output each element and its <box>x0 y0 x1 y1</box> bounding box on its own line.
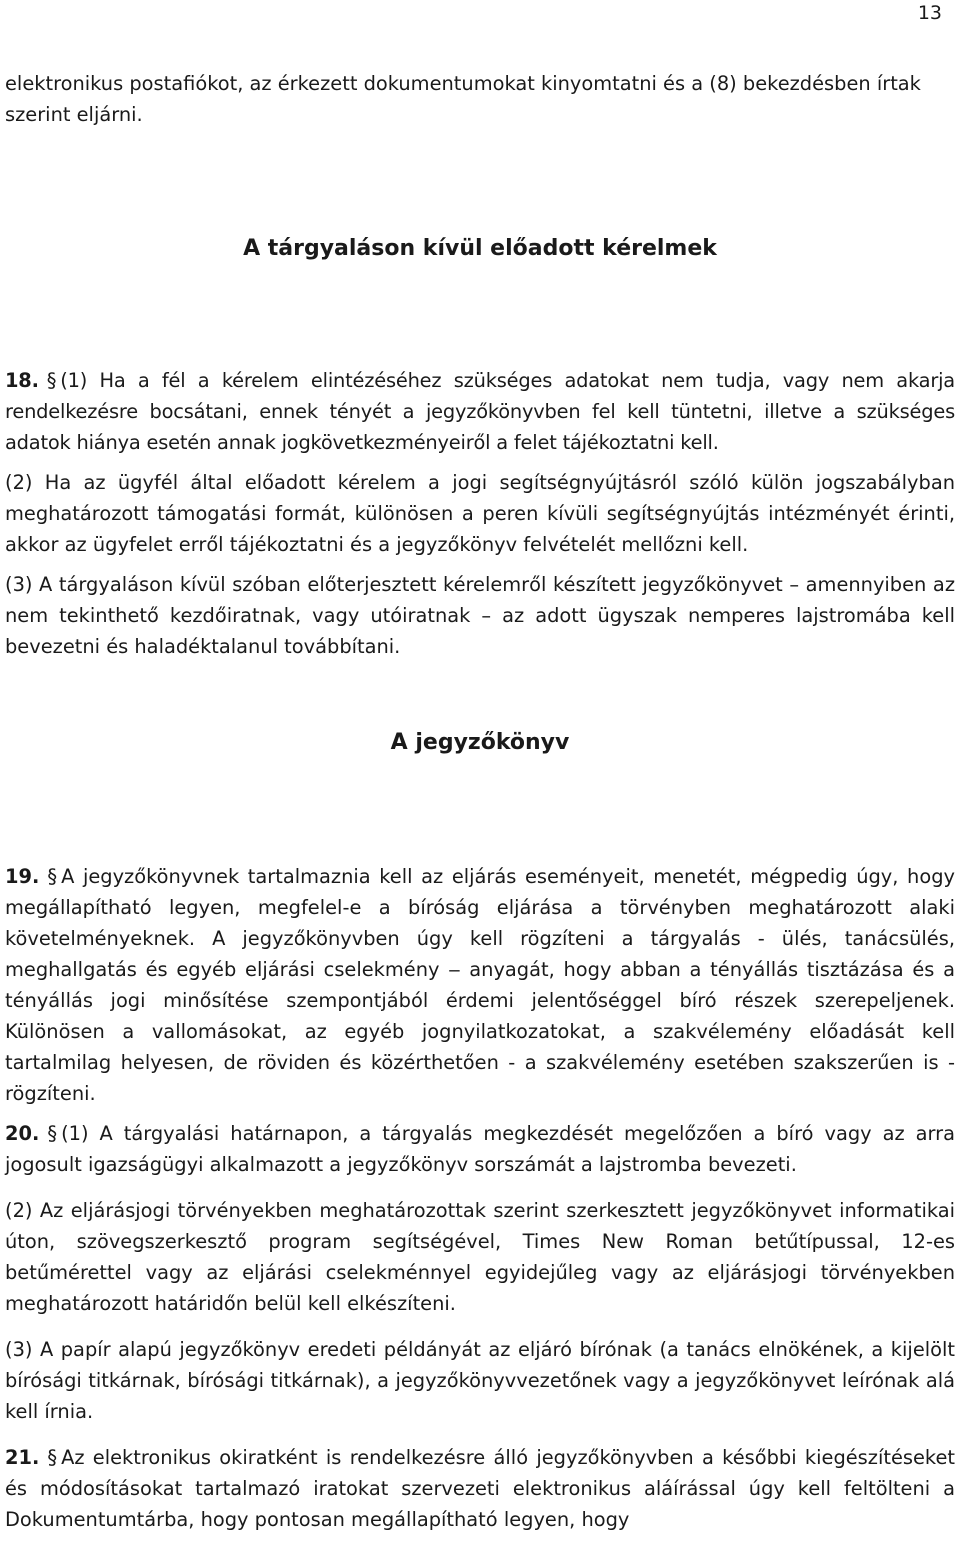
section-number: 18. <box>5 369 39 392</box>
section-21-paragraph <box>5 1442 955 1535</box>
page-number: 13 <box>917 2 942 24</box>
section-18-paragraph-2: (2) Ha az ügyfél által előadott kérelem a jogi segítségnyújtásról szóló külön jogszabályban meghatározott támogatási formát, különösen a peren kívüli segítségnyújtás intézményét érinti, akkor az ügyfelet erről tájékoztatni és a jegyzőkönyv felvételét mellőzni kell. <box>5 471 955 556</box>
section-20-paragraph-1 <box>5 1118 955 1180</box>
section-sign: § <box>46 369 57 392</box>
section-number: 20. <box>5 1122 40 1145</box>
section-text: (1) A tárgyalási határnapon, a tárgyalás megkezdését megelőzően a bíró vagy az arra jogosult igazságügyi alkalmazott a jegyzőkönyv sorszámát a lajstromba bevezeti. <box>5 1122 955 1176</box>
intro-paragraph: elektronikus postafiókot, az érkezett dokumentumokat kinyomtatni és a (8) bekezdésben írtak szerint eljárni. <box>5 72 921 126</box>
section-sign: § <box>47 1446 58 1469</box>
section-19-paragraph <box>5 861 955 1109</box>
section-20-paragraph-2: (2) Az eljárásjogi törvényekben meghatározottak szerint szerkesztett jegyzőkönyvet informatikai úton, szövegszerkesztő program segítségével, Times New Roman betűtípussal, 12-es betűmérettel vagy az eljárási cselekménnyel egyidejűleg vagy az eljárásjogi törvényekben meghatározott határidőn belül kell elkészíteni. <box>5 1199 955 1315</box>
section-heading-requests: A tárgyaláson kívül előadott kérelmek <box>243 236 717 261</box>
section-heading-minutes: A jegyzőkönyv <box>390 730 570 755</box>
section-text: Az elektronikus okiratként is rendelkezésre álló jegyzőkönyvben a későbbi kiegészítéseket és módosításokat tartalmazó iratokat szervezeti elektronikus aláírással úgy kell feltölteni a Dokumentumtárba, hogy pontosan megállapítható legyen, hogy <box>5 1446 955 1531</box>
section-sign: § <box>47 865 58 888</box>
section-text: (1) Ha a fél a kérelem elintézéséhez szükséges adatokat nem tudja, vagy nem akarja rendelkezésre bocsátani, ennek tényét a jegyzőkönyvben fel kell tüntetni, illetve a szükséges adatok hiánya esetén annak jogkövetkezményeiről a felet tájékoztatni kell. <box>5 369 955 454</box>
section-18-paragraph-3: (3) A tárgyaláson kívül szóban előterjesztett kérelemről készített jegyzőkönyvet – amennyiben az nem tekinthető kezdőiratnak, vagy utóiratnak – az adott ügyszak nemperes lajstromába kell bevezetni és haladéktalanul továbbítani. <box>5 573 955 658</box>
section-20-paragraph-3: (3) A papír alapú jegyzőkönyv eredeti példányát az eljáró bírónak (a tanács elnökének, a kijelölt bírósági titkárnak, bírósági titkárnak), a jegyzőkönyvvezetőnek vagy a jegyzőkönyvet leírónak alá kell írnia. <box>5 1338 955 1423</box>
section-text: A jegyzőkönyvnek tartalmaznia kell az eljárás eseményeit, menetét, mégpedig úgy, hogy megállapítható legyen, megfelel-e a bíróság eljárása a törvényben meghatározott alaki követelményeknek. A jegyzőkönyvben úgy kell rögzíteni a tárgyalás - ülés, tanácsülés, meghallgatás és egyéb eljárási cselekmény ‒ anyagát, hogy abban a tényállás tisztázása és a tényállás jogi minősítése szempontjából érdemi jelentőséggel bíró részek szerepeljenek. Különösen a vallomásokat, az egyéb jognyilatkozatokat, a szakvélemény előadását kell tartalmilag helyesen, de röviden és közérthetően - a szakvélemény esetében szakszerűen is - rögzíteni. <box>5 865 955 1105</box>
section-number: 19. <box>5 865 40 888</box>
document-body <box>5 68 955 1535</box>
section-sign: § <box>47 1122 58 1145</box>
section-18-paragraph-1 <box>5 365 955 458</box>
section-number: 21. <box>5 1446 40 1469</box>
